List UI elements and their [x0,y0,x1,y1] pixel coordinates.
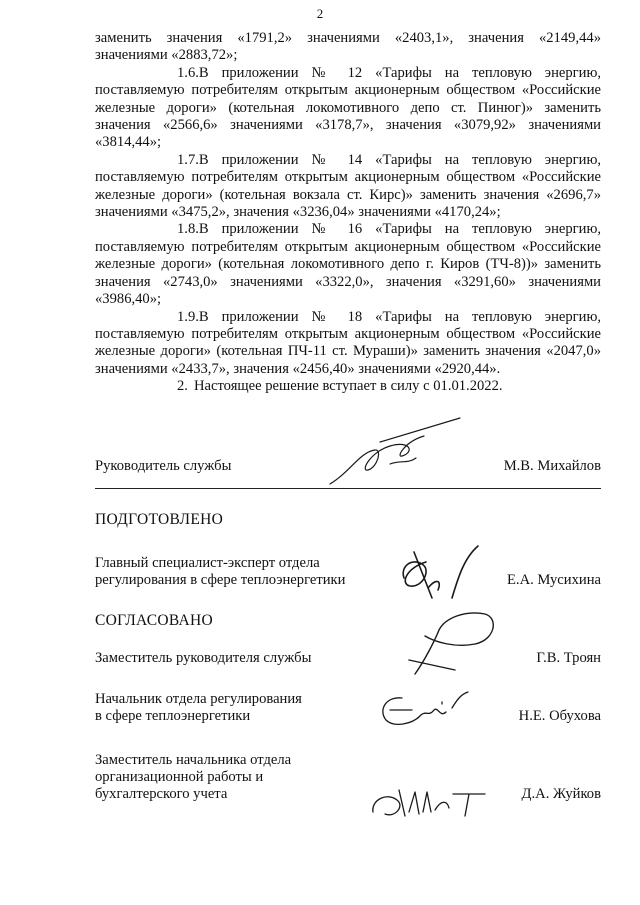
head-name: М.В. Михайлов [503,458,601,474]
item-number: 1.6. [177,64,199,81]
divider-line [95,488,601,489]
paragraph-2: 2. Настоящее решение вступает в силу с 01.01.2022. [95,378,601,395]
signer-2-name: Н.Е. Обухова [518,708,601,724]
signer-1-name: Г.В. Троян [536,650,601,666]
signer-2-signature [372,688,472,732]
paragraph-continuation: заменить значения «1791,2» значениями «2403,1», значения «2149,44» значениями «2883,72»; [95,30,601,64]
item-number: 2. [177,378,188,395]
signer-3-position-line2: организационной работы и [95,769,264,785]
signer-1-position: Заместитель руководителя службы [95,650,312,666]
decision-body-text [95,30,601,396]
signer-3-name: Д.А. Жуйков [521,786,601,802]
head-signature [320,412,480,492]
paragraph-1-7: 1.7.В приложении № 14 «Тарифы на тепловую энергию, поставляемую потребителям открытым акционерным обществом «Российские железные дороги» (котельная вокзала ст. Кирс)» заменить значения «2696,7» значениями «3475,2», значения «3236,04» значениями «4170,24»; [95,151,601,221]
page-number: 2 [316,6,324,21]
prepared-position-line2: регулирования в сфере теплоэнергетики [95,572,346,588]
paragraph-1-8: 1.8.В приложении № 16 «Тарифы на тепловую энергию, поставляемую потребителям открытым акционерным обществом «Российские железные дороги» (котельная локомотивного депо г. Киров (ТЧ-8))» заменить значения «2743,0» значениями «3322,0», значения «3291,60» значениями «3986,40»; [95,221,601,308]
prepared-name: Е.А. Мусихина [507,572,601,588]
signer-2-position-line1: Начальник отдела регулирования [95,691,302,707]
prepared-heading: ПОДГОТОВЛЕНО [95,511,224,528]
signer-3-signature [365,782,500,822]
paragraph-1-6: 1.6.В приложении № 12 «Тарифы на тепловую энергию, поставляемую потребителям открытым акционерным обществом «Российские железные дороги» (котельная локомотивного депо ст. Пинюг)» заменить значения «2566,6» значениями «3178,7», значения «3079,92» значениями «3814,44»; [95,64,601,151]
item-number: 1.9. [177,308,199,325]
signer-1-signature [395,600,505,680]
agreed-heading: СОГЛАСОВАНО [95,612,214,629]
head-position: Руководитель службы [95,458,232,474]
signer-3-position-line3: бухгалтерского учета [95,786,228,802]
prepared-signature [392,538,492,608]
item-number: 1.8. [177,221,199,238]
prepared-position-line1: Главный специалист-эксперт отдела [95,555,320,571]
paragraph-1-9: 1.9.В приложении № 18 «Тарифы на тепловую энергию, поставляемую потребителям открытым акционерным обществом «Российские железные дороги» (котельная ПЧ-11 ст. Мураши)» заменить значения «2047,0» значениями «2433,7», значения «2456,40» значениями «2920,44». [95,308,601,377]
signer-2-position-line2: в сфере теплоэнергетики [95,708,251,724]
item-number: 1.7. [177,151,199,168]
signer-3-position-line1: Заместитель начальника отдела [95,752,292,768]
